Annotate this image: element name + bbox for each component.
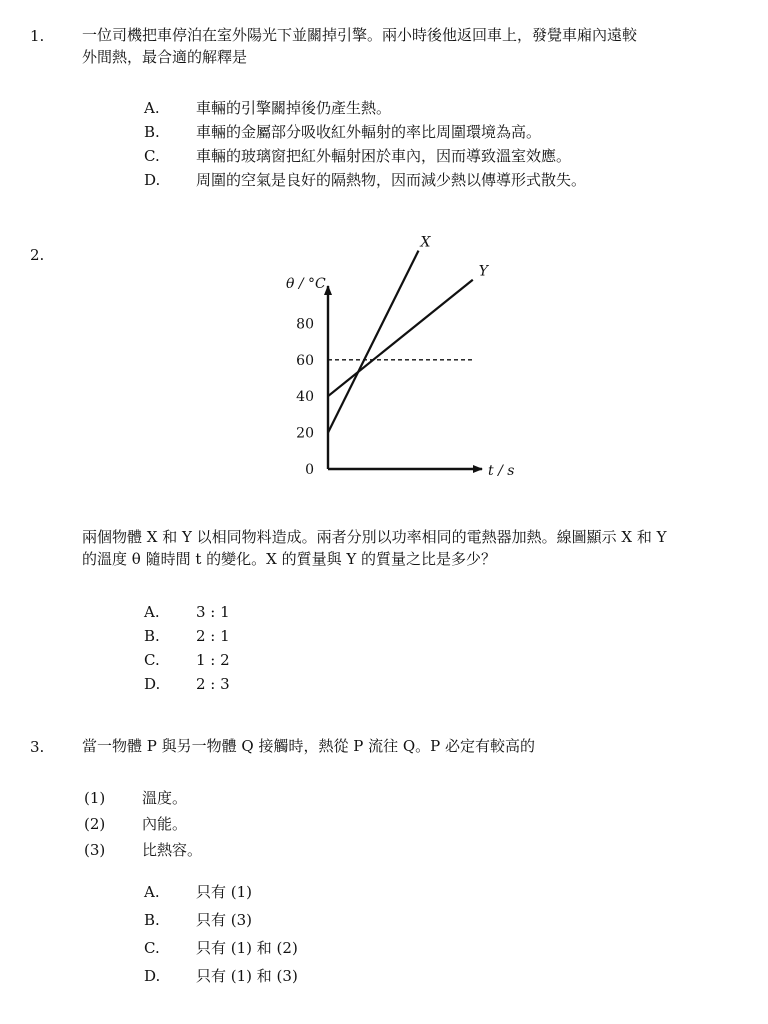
option-text: 車輛的金屬部分吸收紅外輻射的率比周圍環境為高。 <box>196 123 542 141</box>
q3-number: 3. <box>30 738 45 756</box>
q1-stem-line2: 外間熱，最合適的解釋是 <box>82 48 248 66</box>
option-text: 只有 (1) 和 (2) <box>196 939 298 957</box>
q2-option-a[interactable] <box>144 600 230 624</box>
series-line-y <box>328 280 473 396</box>
option-text: 2 : 3 <box>196 675 230 693</box>
q3-options <box>144 878 298 990</box>
q3-option-d[interactable] <box>144 962 298 990</box>
x-axis-label: t / s <box>488 463 515 479</box>
q2-option-d[interactable] <box>144 672 230 696</box>
option-text: 只有 (1) 和 (3) <box>196 967 298 985</box>
option-label: C. <box>144 939 160 957</box>
q1-stem-line1: 一位司機把車停泊在室外陽光下並關掉引擎。兩小時後他返回車上，發覺車廂內遠較 <box>82 26 638 44</box>
option-text: 2 : 1 <box>196 627 230 645</box>
q1-options <box>144 96 586 192</box>
option-label: A. <box>144 603 160 621</box>
q3-statement-1 <box>84 785 202 811</box>
series-label-x: X <box>420 234 431 251</box>
y-tick-label: 0 <box>305 462 314 478</box>
q1-option-a[interactable] <box>144 96 586 120</box>
q2-option-b[interactable] <box>144 624 230 648</box>
option-label: A. <box>144 99 160 117</box>
option-text: 周圍的空氣是良好的隔熱物，因而減少熱以傳導形式散失。 <box>196 171 587 189</box>
q3-stem: 當一物體 P 與另一物體 Q 接觸時，熱從 P 流往 Q。P 必定有較高的 <box>82 737 536 755</box>
q3-option-b[interactable] <box>144 906 298 934</box>
option-text: 3 : 1 <box>196 603 230 621</box>
q2-number: 2. <box>30 246 45 264</box>
q3-statements <box>84 785 202 863</box>
option-text: 車輛的引擎關掉後仍產生熱。 <box>196 99 392 117</box>
option-label: D. <box>144 967 161 985</box>
q3-statement-2 <box>84 811 202 837</box>
statement-text: 比熱容。 <box>142 841 203 859</box>
statement-text: 內能。 <box>142 815 188 833</box>
option-label: B. <box>144 627 160 645</box>
statement-label: (3) <box>84 841 106 859</box>
q1-stem <box>82 24 742 68</box>
q2-stem <box>82 526 742 570</box>
q1-option-d[interactable] <box>144 168 586 192</box>
chart-root <box>286 235 514 479</box>
y-tick-label: 20 <box>296 425 314 442</box>
q2-stem-line2: 的溫度 θ 隨時間 t 的變化。X 的質量與 Y 的質量之比是多少？ <box>82 550 497 568</box>
q3-option-c[interactable] <box>144 934 298 962</box>
temperature-time-graph <box>270 234 570 498</box>
option-label: D. <box>144 171 161 189</box>
option-text: 只有 (3) <box>196 911 253 929</box>
series-line-x <box>328 251 419 433</box>
y-tick-label: 60 <box>296 352 314 369</box>
q1-option-b[interactable] <box>144 120 586 144</box>
q1-number: 1. <box>30 27 45 45</box>
option-label: C. <box>144 147 160 165</box>
q3-statement-3 <box>84 837 202 863</box>
option-label: D. <box>144 675 161 693</box>
y-tick-label: 80 <box>296 316 314 333</box>
option-label: B. <box>144 911 160 929</box>
statement-text: 溫度。 <box>142 789 188 807</box>
q2-options <box>144 600 230 696</box>
option-label: A. <box>144 883 160 901</box>
q2-stem-line1: 兩個物體 X 和 Y 以相同物料造成。兩者分別以功率相同的電熱器加熱。線圖顯示 X 和 Y <box>82 528 667 546</box>
statement-label: (2) <box>84 815 106 833</box>
q3-option-a[interactable] <box>144 878 298 906</box>
statement-label: (1) <box>84 789 106 807</box>
option-label: C. <box>144 651 160 669</box>
option-label: B. <box>144 123 160 141</box>
option-text: 車輛的玻璃窗把紅外輻射困於車內，因而導致溫室效應。 <box>196 147 572 165</box>
option-text: 只有 (1) <box>196 883 253 901</box>
q1-option-c[interactable] <box>144 144 586 168</box>
y-axis-label: θ / °C <box>286 276 326 292</box>
series-label-y: Y <box>478 263 489 280</box>
y-tick-label: 40 <box>296 389 314 406</box>
q2-option-c[interactable] <box>144 648 230 672</box>
option-text: 1 : 2 <box>196 651 230 669</box>
